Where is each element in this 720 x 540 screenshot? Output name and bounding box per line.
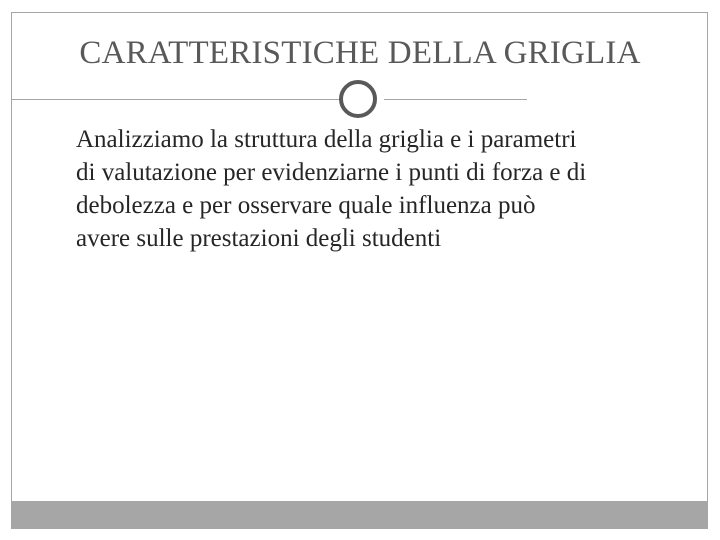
bullet-marker [55,123,74,156]
bullet-paragraph [55,123,695,255]
body-line: debolezza e per osservare quale influenza può [76,192,536,219]
title-divider-left [12,99,340,100]
slide-title: CARATTERISTICHE DELLA GRIGLIA [79,35,641,71]
slide-body [55,123,695,255]
title-divider-right [384,99,527,100]
footer-bar [12,501,707,528]
body-line: Analizziamo la struttura della griglia e i parametri [76,126,577,153]
body-line: di valutazione per evidenziarne i punti di forza e di [76,159,587,186]
divider-circle-ornament [339,80,377,118]
body-line: avere sulle prestazioni degli studenti [76,225,442,252]
